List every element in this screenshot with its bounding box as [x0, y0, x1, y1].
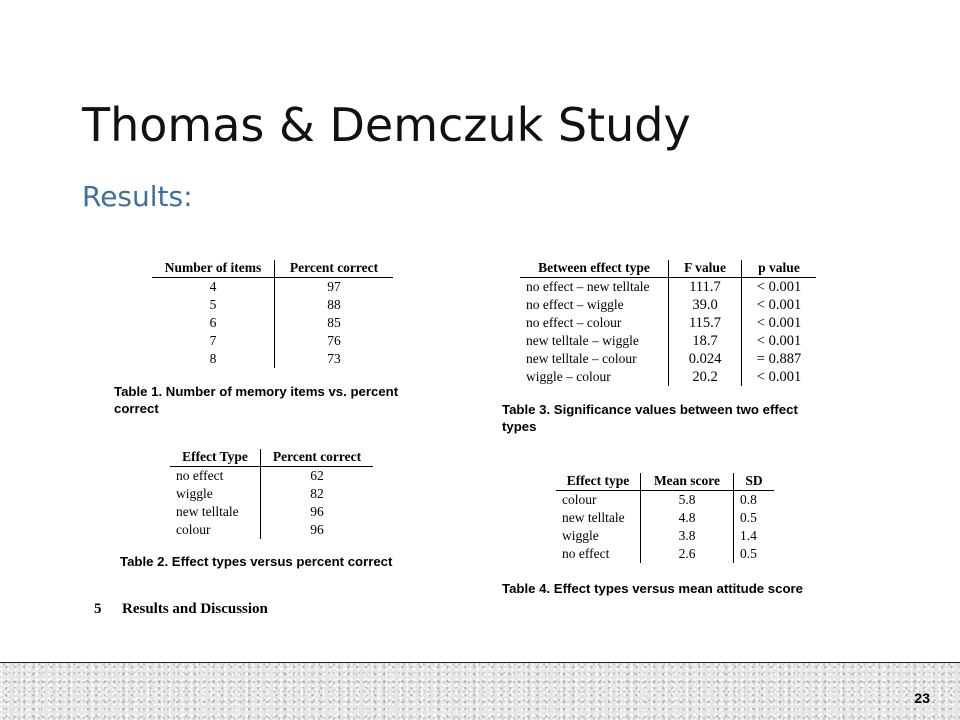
table-row	[520, 332, 816, 350]
table-row	[170, 467, 373, 486]
slide-title: Thomas & Demczuk Study	[82, 98, 691, 152]
table-cell: < 0.001	[756, 279, 802, 295]
table-cell: 4	[152, 278, 275, 297]
section-title: Results and Discussion	[122, 601, 268, 617]
table-row	[520, 278, 816, 297]
table-cell: wiggle	[170, 485, 261, 503]
table-3-caption: Table 3. Significance values between two effect types	[502, 402, 798, 434]
section-heading	[94, 601, 268, 618]
table-cell: 0.5	[740, 546, 757, 561]
table-cell: no effect	[170, 467, 261, 486]
table-cell: 111.7	[669, 278, 742, 297]
table-cell: 88	[327, 297, 341, 312]
table-row	[170, 521, 373, 539]
table-4-header-sd: SD	[734, 473, 775, 491]
table-cell: new telltale – wiggle	[520, 332, 669, 350]
table-cell: 85	[327, 315, 341, 330]
table-cell: 62	[310, 468, 324, 483]
table-1-header-percent: Percent correct	[275, 260, 394, 278]
table-2-header-effect: Effect Type	[170, 449, 261, 467]
table-row	[152, 350, 393, 368]
table-row	[556, 509, 774, 527]
table-row	[152, 332, 393, 350]
table-4-caption: Table 4. Effect types versus mean attitude score	[502, 581, 803, 596]
table-3-header-f: F value	[669, 260, 742, 278]
table-cell: 73	[327, 351, 341, 366]
page-number: 23	[914, 690, 930, 706]
table-cell: 0.024	[669, 350, 742, 368]
table-cell: 3.8	[641, 527, 734, 545]
table-cell: 2.6	[641, 545, 734, 563]
table-cell: < 0.001	[756, 297, 802, 313]
table-cell: new telltale	[556, 509, 641, 527]
table-3-header-between: Between effect type	[520, 260, 669, 278]
table-cell: < 0.001	[756, 333, 802, 349]
table-cell: < 0.001	[756, 369, 802, 385]
table-cell: 1.4	[740, 528, 757, 543]
table-3-header-p: p value	[742, 260, 817, 278]
table-row	[152, 296, 393, 314]
table-cell: no effect	[556, 545, 641, 563]
table-cell: 20.2	[669, 368, 742, 386]
section-number: 5	[94, 601, 102, 617]
table-cell: 6	[152, 314, 275, 332]
slide-subtitle: Results:	[82, 180, 193, 213]
table-row	[556, 491, 774, 510]
table-cell: 4.8	[641, 509, 734, 527]
table-cell: 82	[310, 486, 324, 501]
table-2-caption: Table 2. Effect types versus percent correct	[120, 554, 393, 569]
table-4-header-mean: Mean score	[641, 473, 734, 491]
table-cell: 96	[310, 522, 324, 537]
table-row	[520, 296, 816, 314]
table-cell: wiggle	[556, 527, 641, 545]
table-cell: colour	[170, 521, 261, 539]
table-cell: no effect – colour	[520, 314, 669, 332]
table-1-caption: Table 1. Number of memory items vs. percent correct	[114, 384, 399, 416]
table-2	[170, 449, 373, 539]
table-cell: no effect – wiggle	[520, 296, 669, 314]
table-cell: 0.8	[740, 492, 757, 507]
table-cell: 97	[327, 279, 341, 294]
table-cell: 8	[152, 350, 275, 368]
table-cell: 96	[310, 504, 324, 519]
table-row	[556, 545, 774, 563]
table-row	[520, 350, 816, 368]
table-cell: new telltale – colour	[520, 350, 669, 368]
table-3	[520, 260, 816, 386]
table-cell: 0.5	[740, 510, 757, 525]
table-1	[152, 260, 393, 368]
table-cell: 5.8	[641, 491, 734, 510]
table-row	[170, 503, 373, 521]
table-cell: 115.7	[669, 314, 742, 332]
table-4	[556, 473, 774, 563]
table-cell: new telltale	[170, 503, 261, 521]
table-cell: wiggle – colour	[520, 368, 669, 386]
table-1-header-items: Number of items	[152, 260, 275, 278]
table-cell: 18.7	[669, 332, 742, 350]
table-row	[520, 368, 816, 386]
table-row	[556, 527, 774, 545]
table-cell: 39.0	[669, 296, 742, 314]
table-2-header-percent: Percent correct	[261, 449, 374, 467]
table-row	[520, 314, 816, 332]
table-row	[152, 278, 393, 297]
table-cell: no effect – new telltale	[520, 278, 669, 297]
slide-footer	[0, 662, 960, 720]
table-row	[152, 314, 393, 332]
table-cell: = 0.887	[756, 351, 802, 367]
table-cell: 5	[152, 296, 275, 314]
table-cell: 76	[327, 333, 341, 348]
table-4-header-effect: Effect type	[556, 473, 641, 491]
table-cell: colour	[556, 491, 641, 510]
table-cell: 7	[152, 332, 275, 350]
table-cell: < 0.001	[756, 315, 802, 331]
table-row	[170, 485, 373, 503]
